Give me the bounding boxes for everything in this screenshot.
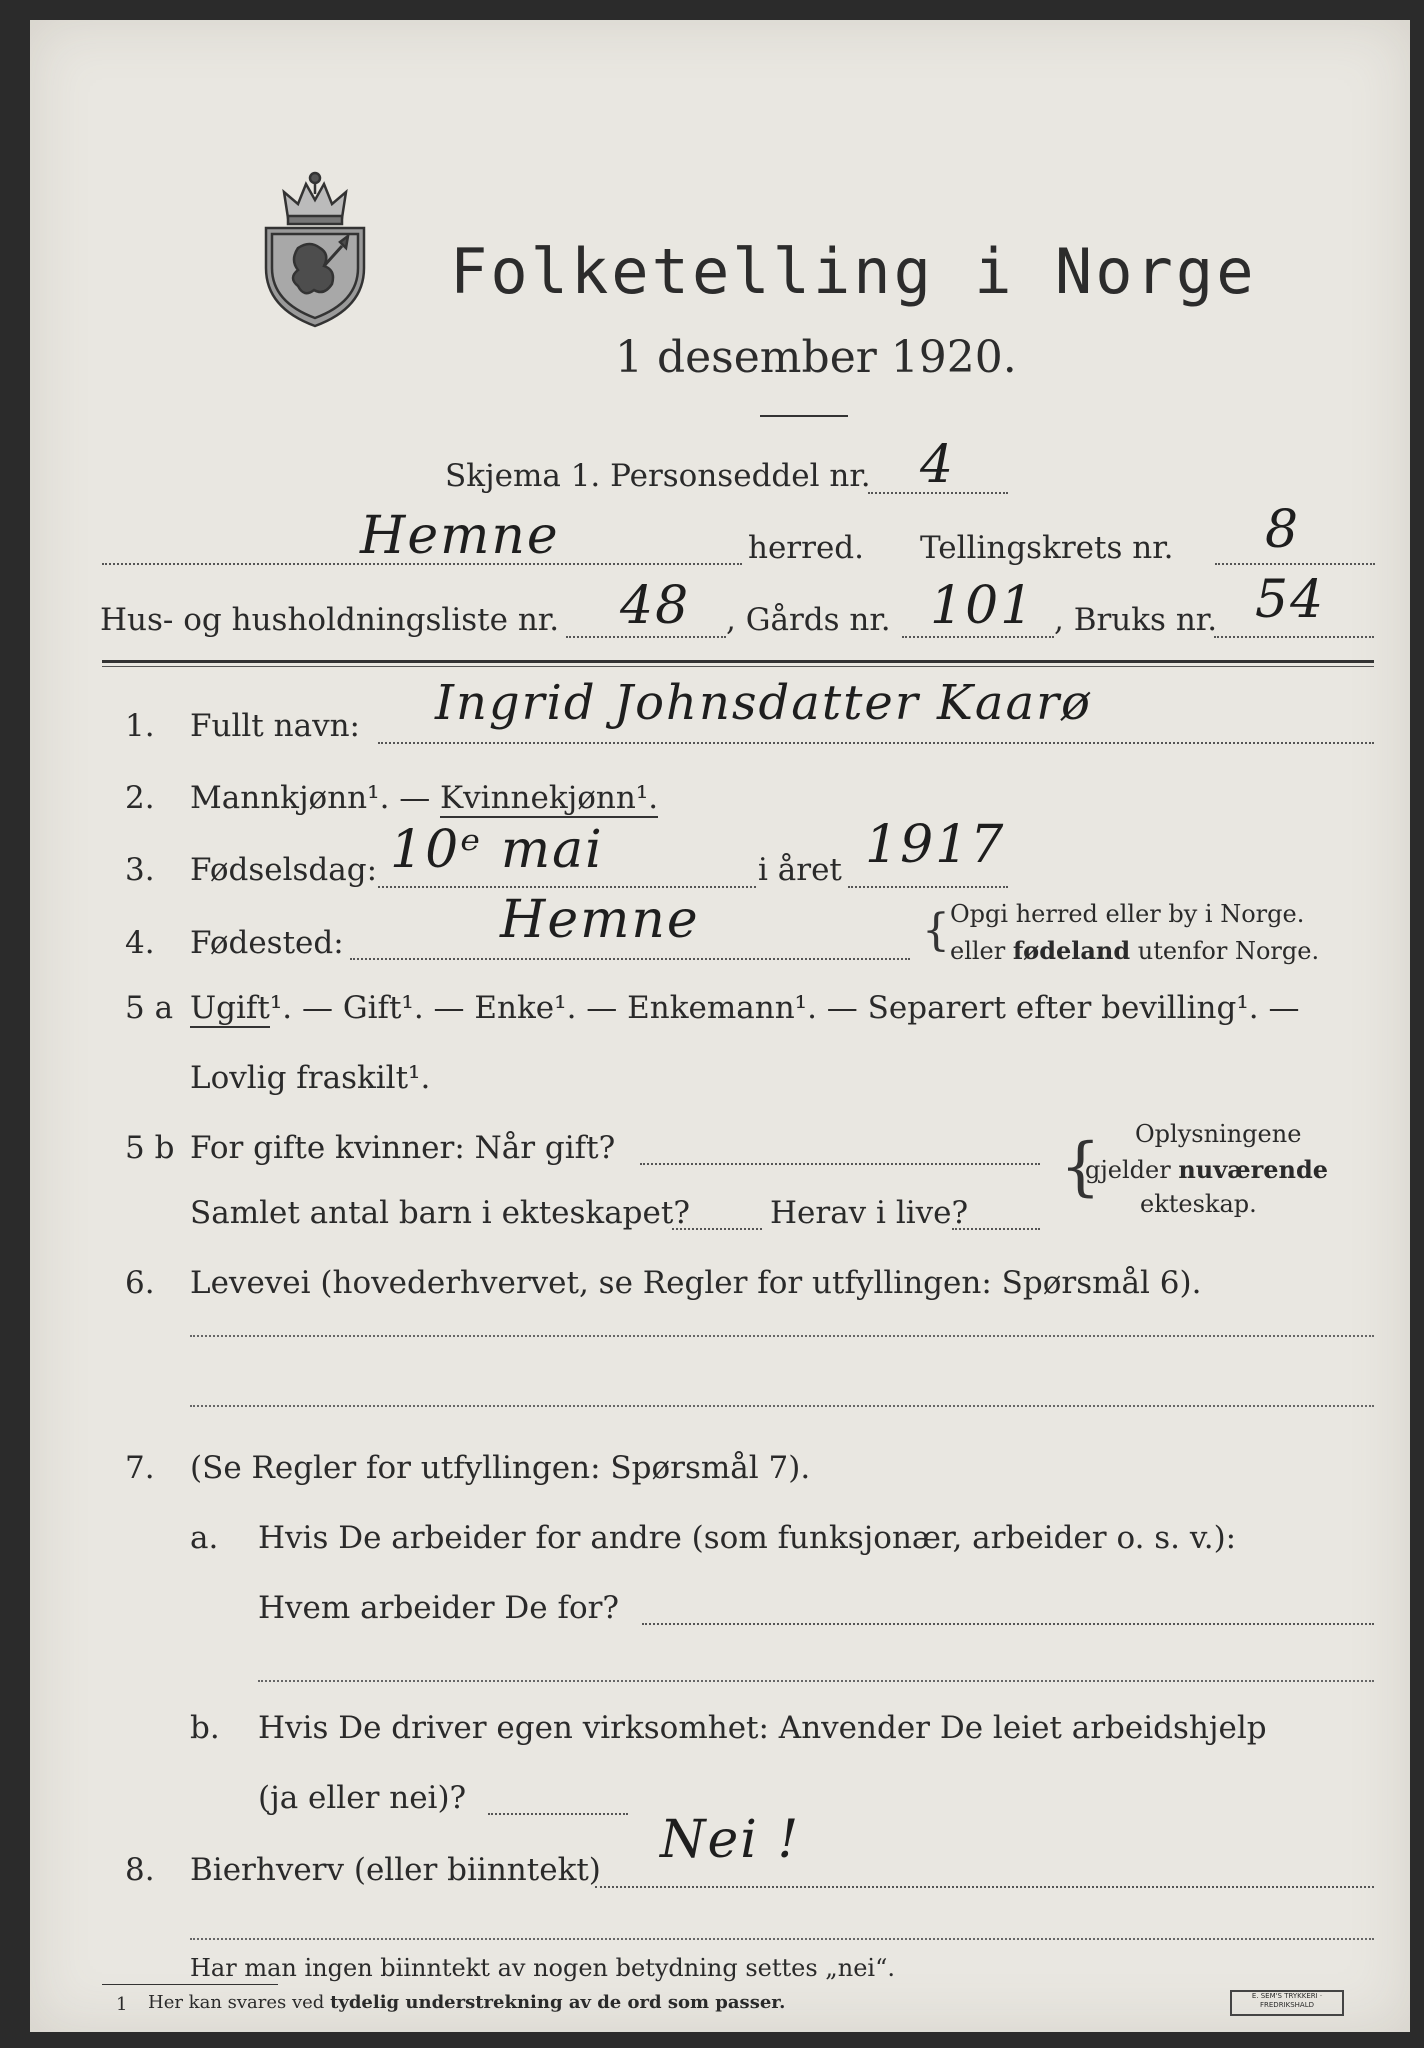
q1-number: 1. — [125, 708, 155, 744]
q5a-line1 — [190, 990, 1299, 1026]
q4-birthplace-value[interactable]: Hemne — [500, 890, 700, 950]
gards-dotline — [902, 636, 1054, 638]
q8-dotline — [595, 1886, 1374, 1888]
q4-note2-pre: eller — [950, 937, 1013, 965]
q8-answer-line2[interactable] — [190, 1938, 1374, 1940]
q3-label: Fødselsdag: — [190, 852, 378, 888]
herred-label: herred. — [748, 530, 864, 566]
q1-label: Fullt navn: — [190, 708, 360, 744]
form-date: 1 desember 1920. — [615, 332, 1017, 383]
q4-dotline — [350, 958, 910, 960]
q4-note-line1: Opgi herred eller by i Norge. — [950, 900, 1305, 928]
q7b-label2: (ja eller nei)? — [258, 1780, 467, 1816]
q3-dotline — [378, 886, 756, 888]
q7a-letter: a. — [190, 1520, 219, 1556]
q3-birthday-value[interactable]: 10ᵉ mai — [390, 820, 604, 880]
q8-value[interactable]: Nei ! — [660, 1810, 801, 1870]
q1-name-value[interactable]: Ingrid Johnsdatter Kaarø — [435, 675, 1092, 731]
gards-label: , Gårds nr. — [726, 602, 891, 638]
q4-note2-bold: fødeland — [1012, 936, 1131, 965]
q7b-label: Hvis De driver egen virksomhet: Anvender De leiet arbeidshjelp — [258, 1710, 1267, 1746]
q1-dotline — [378, 742, 1374, 744]
q5b-barn-dotline — [672, 1228, 762, 1230]
q8-label: Bierhverv (eller biinntekt) — [190, 1852, 601, 1888]
norway-coat-of-arms-icon — [258, 170, 372, 330]
hus-label: Hus- og husholdningsliste nr. — [100, 602, 560, 638]
q6-number: 6. — [125, 1265, 155, 1301]
q4-note-line2 — [950, 936, 1319, 965]
q7-number: 7. — [125, 1450, 155, 1486]
q7b-letter: b. — [190, 1710, 220, 1746]
skjema-label: Skjema 1. Personseddel nr. — [445, 458, 871, 494]
q3-number: 3. — [125, 852, 155, 888]
q5a-line2: Lovlig fraskilt¹. — [190, 1060, 431, 1096]
q5b-note-line3: ekteskap. — [1140, 1190, 1257, 1218]
bruks-label: , Bruks nr. — [1054, 602, 1218, 638]
footnote-rule — [102, 1984, 278, 1985]
q3-year-value[interactable]: 1917 — [865, 815, 1006, 875]
footnote-text-pre: Her kan svares ved — [148, 1992, 331, 2013]
q6-answer-line1[interactable] — [190, 1335, 1374, 1337]
q2-mann: Mannkjønn¹. — — [190, 780, 431, 816]
tellingskrets-dotline — [1215, 563, 1375, 565]
bruks-dotline — [1214, 636, 1374, 638]
herred-value[interactable]: Hemne — [360, 506, 560, 566]
gards-value[interactable]: 101 — [930, 576, 1036, 636]
q5b-note2-bold: nuværende — [1178, 1155, 1329, 1184]
skjema-value[interactable]: 4 — [920, 435, 956, 495]
q4-bracket: { — [922, 905, 950, 956]
q4-note2-post: utenfor Norge. — [1130, 937, 1320, 965]
tellingskrets-label: Tellingskrets nr. — [920, 530, 1174, 566]
hus-value[interactable]: 48 — [620, 576, 691, 636]
q7a-label: Hvis De arbeider for andre (som funksjonær, arbeider o. s. v.): — [258, 1520, 1237, 1556]
q3-aret: i året — [758, 852, 842, 888]
q2-kvinne-underlined[interactable]: Kvinnekjønn¹. — [440, 780, 659, 816]
q5a-ugift-underlined[interactable]: Ugift — [190, 990, 270, 1026]
title-divider — [760, 415, 848, 417]
q6-answer-line2[interactable] — [190, 1405, 1374, 1407]
q7a-answer-line2[interactable] — [258, 1680, 1374, 1682]
tellingskrets-value[interactable]: 8 — [1265, 500, 1301, 560]
q5b-herav-dotline — [952, 1228, 1040, 1230]
note-nei: Har man ingen biinntekt av nogen betydning settes „nei“. — [190, 1954, 895, 1982]
form-title: Folketelling i Norge — [450, 235, 1257, 308]
q6-label: Levevei (hovederhvervet, se Regler for utfyllingen: Spørsmål 6). — [190, 1265, 1202, 1301]
q7a-dotline[interactable] — [642, 1623, 1374, 1625]
q5b-note2-pre: gjelder — [1085, 1156, 1179, 1184]
q3-year-dotline — [848, 886, 1008, 888]
printer-stamp: E. SEM'S TRYKKERI · FREDRIKSHALD — [1230, 1990, 1344, 2016]
bruks-value[interactable]: 54 — [1255, 570, 1326, 630]
q5b-gift-dotline — [640, 1163, 1040, 1165]
q7a-label2: Hvem arbeider De for? — [258, 1590, 620, 1626]
q5b-note-line2 — [1085, 1155, 1328, 1184]
section-divider-thin — [102, 666, 1374, 667]
hus-dotline — [566, 636, 726, 638]
q5b-bracket: { — [1060, 1130, 1101, 1204]
q7-label: (Se Regler for utfyllingen: Spørsmål 7). — [190, 1450, 811, 1486]
q5b-number: 5 b — [125, 1130, 175, 1166]
q5b-herav: Herav i live? — [770, 1195, 969, 1231]
footnote-mark: 1 — [116, 1994, 128, 2015]
footnote-text — [148, 1992, 785, 2013]
footnote-text-bold: tydelig understrekning av de ord som passer. — [330, 1992, 786, 2013]
q5b-label: For gifte kvinner: Når gift? — [190, 1130, 616, 1166]
q4-label: Fødested: — [190, 925, 344, 961]
census-form-page — [30, 20, 1410, 2032]
q5b-note-line1: Oplysningene — [1135, 1120, 1302, 1148]
q5a-rest: ¹. — Gift¹. — Enke¹. — Enkemann¹. — Separert efter bevilling¹. — — [269, 990, 1300, 1026]
q4-number: 4. — [125, 925, 155, 961]
q7b-dotline[interactable] — [488, 1813, 628, 1815]
q5a-number: 5 a — [125, 990, 174, 1026]
q8-number: 8. — [125, 1852, 155, 1888]
q5b-label2: Samlet antal barn i ekteskapet? — [190, 1195, 690, 1231]
q2-number: 2. — [125, 780, 155, 816]
section-divider — [102, 660, 1374, 663]
